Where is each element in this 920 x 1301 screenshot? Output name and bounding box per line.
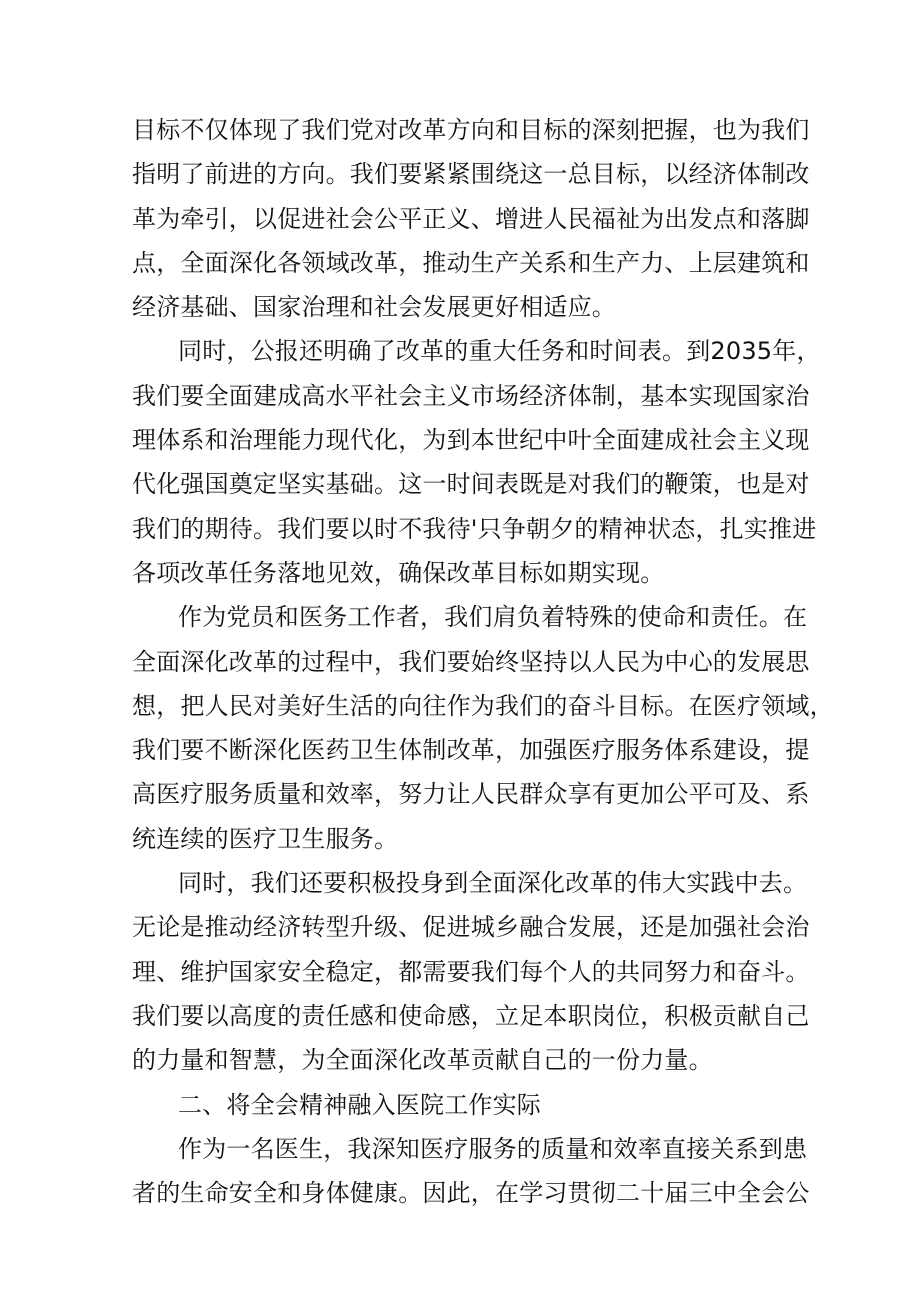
text-line: 想，把人民对美好生活的向往作为我们的奋斗目标。在医疗领域， xyxy=(132,691,834,720)
text-line: 我们要不断深化医药卫生体制改革，加强医疗服务体系建设，提 xyxy=(132,736,810,765)
text-line: 的力量和智慧，为全面深化改革贡献自己的一份力量。 xyxy=(132,1046,713,1075)
text-line: 经济基础、国家治理和社会发展更好相适应。 xyxy=(132,293,616,322)
text-line: 指明了前进的方向。我们要紧紧围绕这一总目标，以经济体制改 xyxy=(132,160,810,189)
paragraph-first-line: 同时，我们还要积极投身到全面深化改革的伟大实践中去。 xyxy=(178,869,808,898)
document-body xyxy=(132,108,834,1215)
text-line: 统连续的医疗卫生服务。 xyxy=(132,824,399,853)
text-line: 目标不仅体现了我们党对改革方向和目标的深刻把握，也为我们 xyxy=(132,116,810,144)
text-line: 我们要以高度的责任感和使命感，立足本职岗位，积极贡献自己 xyxy=(132,1001,810,1030)
text-line: 者的生命安全和身体健康。因此，在学习贯彻二十届三中全会公 xyxy=(132,1179,810,1208)
section-heading: 二、将全会精神融入医院工作实际 xyxy=(178,1090,541,1119)
text-line: 我们要全面建成高水平社会主义市场经济体制，基本实现国家治 xyxy=(132,381,810,410)
paragraph-first-line: 作为党员和医务工作者，我们肩负着特殊的使命和责任。在 xyxy=(178,603,808,632)
paragraph-first-line: 作为一名医生，我深知医疗服务的质量和效率直接关系到患 xyxy=(178,1134,808,1163)
text-line: 无论是推动经济转型升级、促进城乡融合发展，还是加强社会治 xyxy=(132,913,810,942)
text-line: 理、维护国家安全稳定，都需要我们每个人的共同努力和奋斗。 xyxy=(132,957,810,986)
text-line: 理体系和治理能力现代化，为到本世纪中叶全面建成社会主义现 xyxy=(132,426,810,455)
paragraph-first-line: 同时，公报还明确了改革的重大任务和时间表。到2035年， xyxy=(178,337,821,366)
text-line: 全面深化改革的过程中，我们要始终坚持以人民为中心的发展思 xyxy=(132,647,810,676)
text-line: 代化强国奠定坚实基础。这一时间表既是对我们的鞭策，也是对 xyxy=(132,470,810,499)
text-line: 各项改革任务落地见效，确保改革目标如期实现。 xyxy=(132,558,665,587)
text-line: 高医疗服务质量和效率，努力让人民群众享有更加公平可及、系 xyxy=(132,780,810,809)
text-line: 革为牵引，以促进社会公平正义、增进人民福祉为出发点和落脚 xyxy=(132,204,810,233)
text-line: 我们的期待。我们要以时不我待'只争朝夕的精神状态，扎实推进 xyxy=(132,514,817,543)
text-line: 点，全面深化各领域改革，推动生产关系和生产力、上层建筑和 xyxy=(132,248,810,277)
